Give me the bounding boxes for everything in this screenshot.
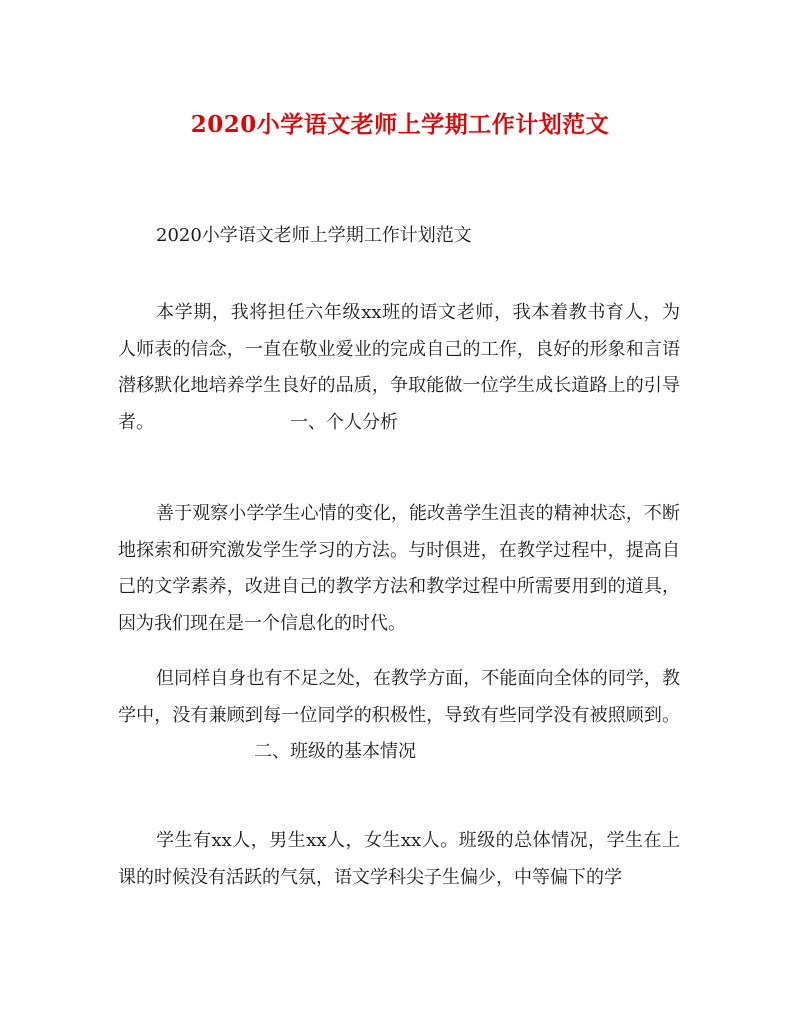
section-heading-class-situation: 二、班级的基本情况	[254, 741, 416, 762]
paragraph-intro-text: 本学期，我将担任六年级xx班的语文老师，我本着教书育人，为人师表的信念，一直在敬业爱业的完成自己的工作，良好的形象和言语潜移默化地培养学生良好的品质，争取能做一位学生成长道路上的引导者。	[118, 302, 680, 433]
paragraph-intro	[118, 295, 680, 441]
paragraph-class-overview: 学生有xx人，男生xx人，女生xx人。班级的总体情况，学生在上课的时候没有活跃的气氛，语文学科尖子生偏少，中等偏下的学	[118, 830, 680, 888]
paragraph-self-weaknesses-text: 但同样自身也有不足之处，在教学方面，不能面向全体的同学，教学中，没有兼顾到每一位同学的积极性，导致有些同学没有被照顾到。	[118, 668, 680, 726]
document-title: 2020小学语文老师上学期工作计划范文	[190, 111, 610, 138]
paragraph-self-strengths: 善于观察小学学生心情的变化，能改善学生沮丧的精神状态，不断地探索和研究激发学生学习的方法。与时俱进，在教学过程中，提高自己的文学素养，改进自己的教学方法和教学过程中所需要用到的道具，因为我们现在是一个信息化的时代。	[118, 503, 680, 634]
document-subtitle: 2020小学语文老师上学期工作计划范文	[156, 225, 472, 246]
section-heading-personal-analysis: 一、个人分析	[290, 411, 398, 433]
paragraph-self-weaknesses	[118, 661, 680, 771]
